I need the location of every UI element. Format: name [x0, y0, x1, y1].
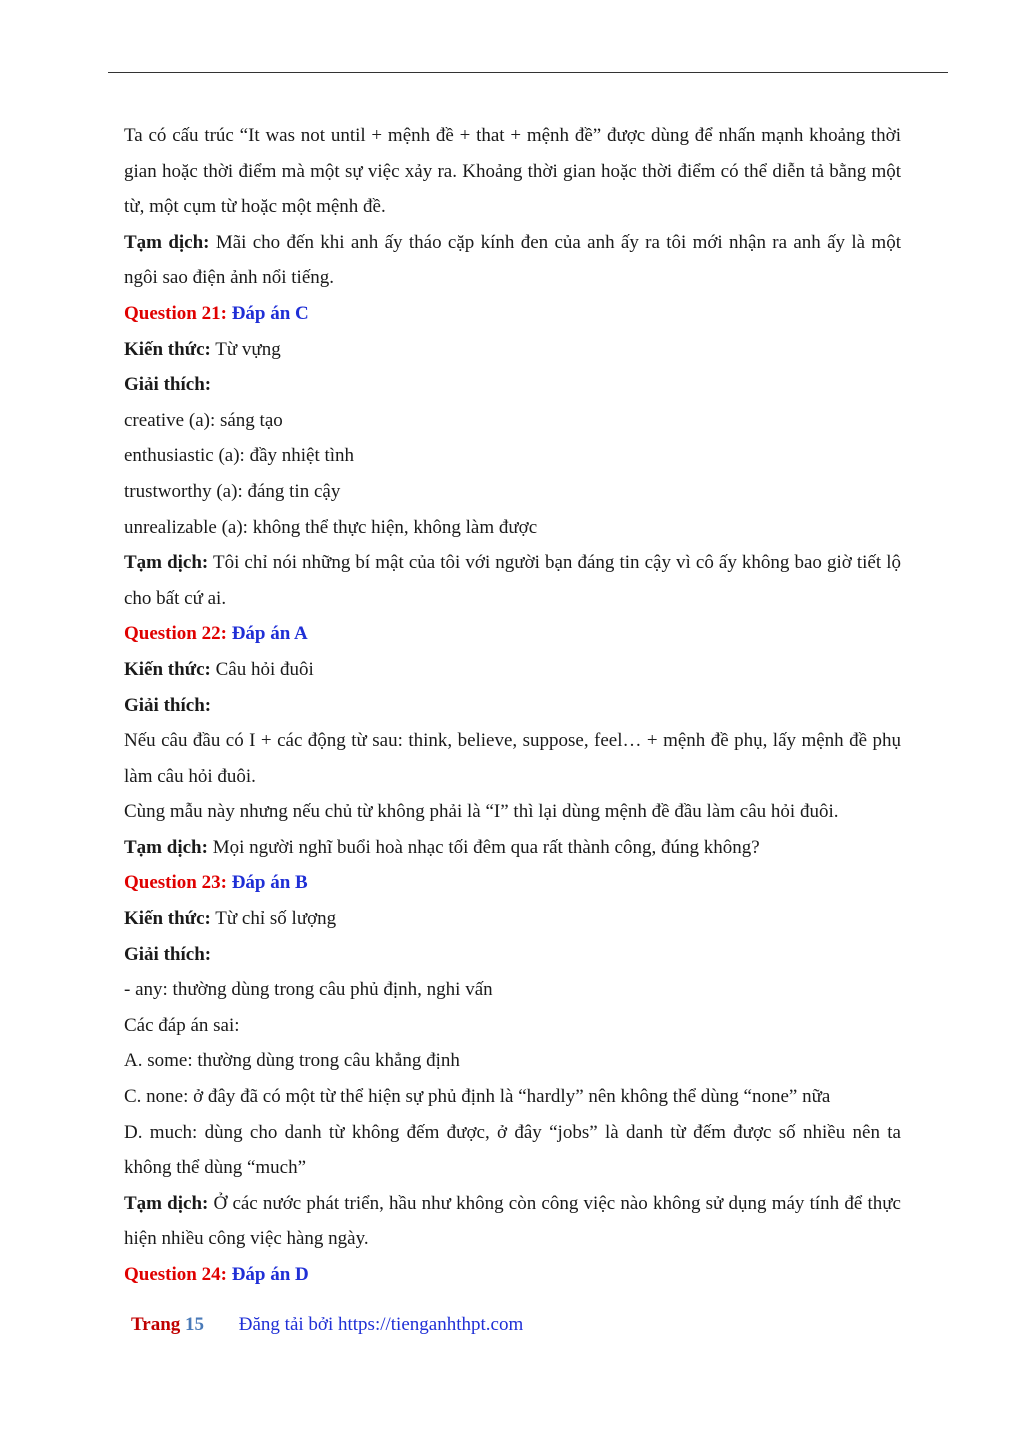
answer-key: Đáp án B — [231, 872, 308, 894]
vocab-line: creative (a): sáng tạo — [124, 409, 283, 431]
header-rule — [108, 72, 948, 73]
explanation-label: Giải thích: — [124, 694, 212, 716]
explanation-text: A. some: thường dùng trong câu khẳng định — [124, 1050, 460, 1072]
explanation-text: Nếu câu đầu có I + các động từ sau: think, believe, suppose, feel… + mệnh đề phụ, lấy mệnh đề phụ làm câu hỏi đuôi. — [124, 730, 901, 787]
explanation-text: C. none: ở đây đã có một từ thể hiện sự phủ định là “hardly” nên không thể dùng “none” nữa — [124, 1086, 831, 1108]
explanation-text: D. much: dùng cho danh từ không đếm được, ở đây “jobs” là danh từ đếm được số nhiều nên ta không thể dùng “much” — [124, 1121, 901, 1179]
question-21-heading — [124, 296, 901, 332]
knowledge-label: Kiến thức: — [124, 338, 211, 360]
page-footer — [131, 1314, 523, 1336]
knowledge-text: Câu hỏi đuôi — [210, 658, 314, 680]
source-credit: Đăng tải bởi https://tienganhthpt.com — [238, 1314, 524, 1335]
question-23-heading — [124, 865, 901, 901]
translation-label: Tạm dịch: — [124, 552, 209, 574]
knowledge-label: Kiến thức: — [124, 908, 211, 930]
explanation-label: Giải thích: — [124, 943, 212, 965]
vocab-line: trustworthy (a): đáng tin cậy — [124, 480, 341, 502]
page-number: 15 — [185, 1314, 205, 1335]
knowledge-line — [124, 901, 901, 937]
answer-key: Đáp án D — [231, 1264, 309, 1285]
translation-text: Mọi người nghĩ buổi hoà nhạc tối đêm qua rất thành công, đúng không? — [207, 836, 760, 858]
question-label: Question 21: — [124, 302, 227, 324]
explanation-text: Cùng mẫu này nhưng nếu chủ từ không phải là “I” thì lại dùng mệnh đề đầu làm câu hỏi đuôi. — [124, 801, 839, 823]
question-24-heading — [124, 1257, 901, 1293]
explanation-text: Các đáp án sai: — [124, 1014, 240, 1036]
question-label: Question 24: — [124, 1264, 227, 1285]
translation-text: Mãi cho đến khi anh ấy tháo cặp kính đen của anh ấy ra tôi mới nhận ra anh ấy là một ngôi sao điện ảnh nổi tiếng. — [124, 231, 901, 289]
translation-text: Tôi chỉ nói những bí mật của tôi với người bạn đáng tin cậy vì cô ấy không bao giờ tiết lộ cho bất cứ ai. — [124, 552, 901, 609]
translation-text: Ở các nước phát triển, hầu như không còn công việc nào không sử dụng máy tính để thực hiện nhiều công việc hàng ngày. — [124, 1192, 901, 1250]
vocab-line: enthusiastic (a): đầy nhiệt tình — [124, 445, 355, 467]
page-word: Trang — [131, 1314, 181, 1335]
intro-paragraph: Ta có cấu trúc “It was not until + mệnh đề + that + mệnh đề” được dùng để nhấn mạnh khoảng thời gian hoặc thời điểm mà một sự việc xảy ra. Khoảng thời gian hoặc thời điểm có thể diễn tả bằng một từ, một cụm từ hoặc một mệnh đề. — [124, 125, 901, 218]
knowledge-text: Từ chỉ số lượng — [210, 908, 337, 930]
translation-paragraph — [124, 1186, 901, 1257]
vocab-line: unrealizable (a): không thể thực hiện, không làm được — [124, 516, 538, 538]
page-content — [124, 118, 901, 1293]
knowledge-line — [124, 332, 901, 368]
translation-paragraph — [124, 545, 901, 616]
translation-label: Tạm dịch: — [124, 836, 208, 858]
answer-key: Đáp án A — [231, 623, 308, 645]
translation-label: Tạm dịch: — [124, 231, 210, 253]
knowledge-text: Từ vựng — [210, 338, 281, 360]
translation-paragraph — [124, 830, 901, 866]
question-label: Question 22: — [124, 623, 227, 645]
answer-key: Đáp án C — [231, 302, 309, 324]
explanation-text: - any: thường dùng trong câu phủ định, nghi vấn — [124, 979, 493, 1001]
question-label: Question 23: — [124, 872, 227, 894]
knowledge-label: Kiến thức: — [124, 658, 211, 680]
translation-paragraph — [124, 225, 901, 296]
question-22-heading — [124, 616, 901, 652]
translation-label: Tạm dịch: — [124, 1192, 209, 1214]
explanation-label: Giải thích: — [124, 374, 212, 396]
knowledge-line — [124, 652, 901, 688]
